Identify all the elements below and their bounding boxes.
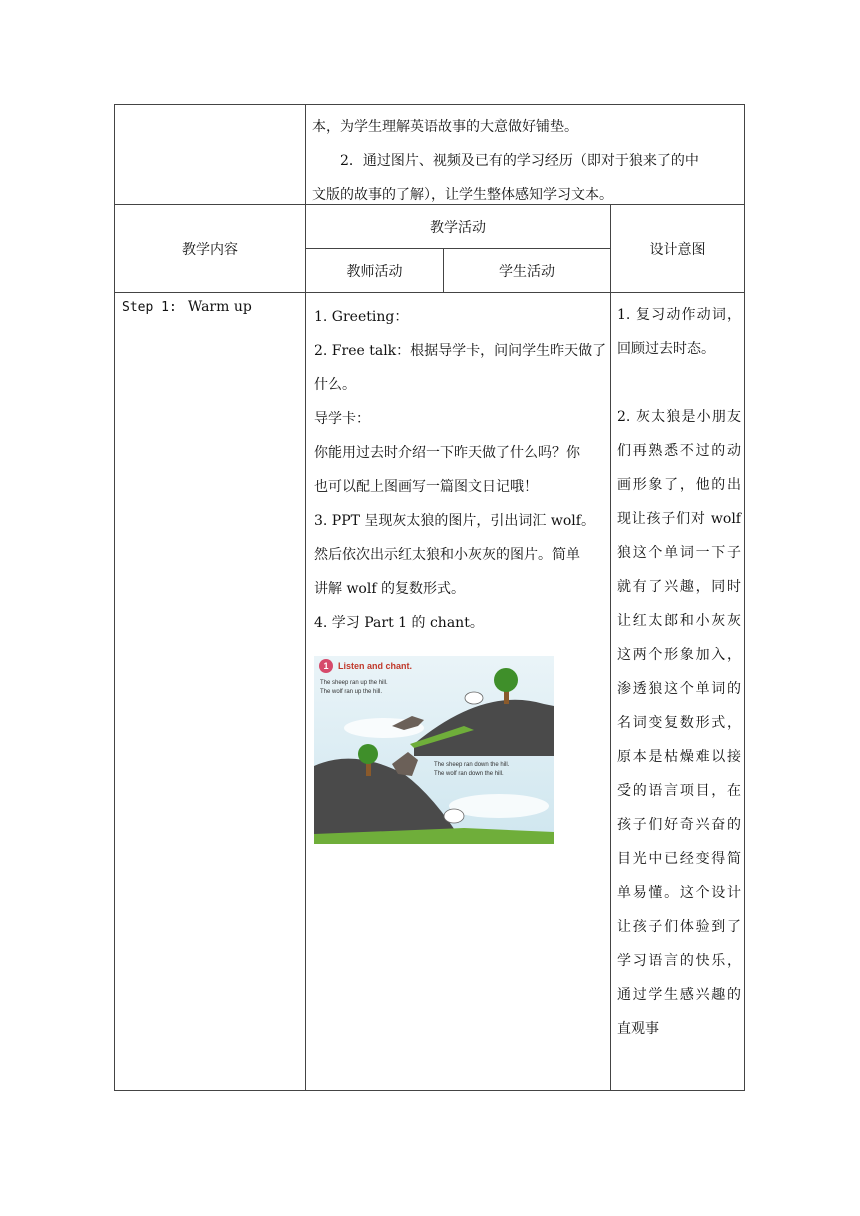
listen-and-chant-illustration — [314, 656, 554, 844]
step-name: Warm up — [187, 299, 252, 315]
teacher-line: 然后依次出示红太狼和小灰灰的图片。简单 — [314, 547, 580, 563]
teacher-line: 4. 学习 Part 1 的 chant。 — [314, 615, 484, 631]
top-row-line-2: 2．通过图片、视频及已有的学习经历（即对于狼来了的中 — [340, 153, 699, 169]
bottom-tree-crown — [358, 744, 378, 764]
header-teacher: 教师活动 — [346, 263, 403, 280]
exercise-heading: Listen and chant. — [338, 661, 413, 671]
chant-line-1: The sheep ran up the hill. — [320, 680, 388, 686]
intent-paragraph-2: 2. 灰太狼是小朋友们再熟悉不过的动画形象了，他的出现让孩子们对 wolf 狼这个单词一下子就有了兴趣，同时让红太郎和小灰灰这两个形象加入，渗透狼这个单词的名词变复数形式，原本是枯燥难以接受的语言项目，在孩子们好奇兴奋的目光中已经变得简单易懂。这个设计让孩子们体验到了学习语言的快乐，通过学生感兴趣的直观事 — [617, 409, 741, 1037]
chant-line-4: The wolf ran down the hill. — [434, 771, 504, 777]
design-intent — [617, 298, 741, 1046]
teacher-line: 1. Greeting： — [314, 309, 409, 325]
teacher-activities — [314, 300, 608, 640]
teacher-line: 2. Free talk：根据导学卡，问问学生昨天做了 — [314, 343, 607, 359]
teacher-line: 什么。 — [314, 377, 356, 393]
step-cell — [122, 296, 302, 315]
top-row-line-1: 本，为学生理解英语故事的大意做好铺垫。 — [312, 119, 578, 135]
teacher-line: 也可以配上图画写一篇图文日记哦！ — [314, 479, 538, 495]
header-content: 教学内容 — [182, 241, 238, 258]
top-tree-crown — [494, 668, 518, 692]
header-intent: 设计意图 — [649, 241, 706, 258]
step-label: Step 1: — [122, 300, 177, 315]
teacher-line: 你能用过去时介绍一下昨天做了什么吗？你 — [314, 445, 580, 461]
top-row-text — [312, 110, 740, 212]
top-sheep — [465, 692, 483, 704]
chant-line-3: The sheep ran down the hill. — [434, 762, 510, 768]
teacher-line: 导学卡： — [314, 411, 370, 427]
header-student: 学生活动 — [499, 263, 555, 280]
intent-paragraph-1: 1. 复习动作动词，回顾过去时态。 — [617, 307, 741, 357]
bottom-sheep — [444, 809, 464, 823]
chant-line-2: The wolf ran up the hill. — [320, 689, 383, 695]
top-row-line-3: 文版的故事的了解），让学生整体感知学习文本。 — [312, 187, 613, 203]
header-activities: 教学活动 — [430, 219, 486, 236]
teacher-line: 讲解 wolf 的复数形式。 — [314, 581, 465, 597]
exercise-number: 1 — [323, 661, 329, 671]
teacher-line: 3. PPT 呈现灰太狼的图片，引出词汇 wolf。 — [314, 513, 595, 529]
